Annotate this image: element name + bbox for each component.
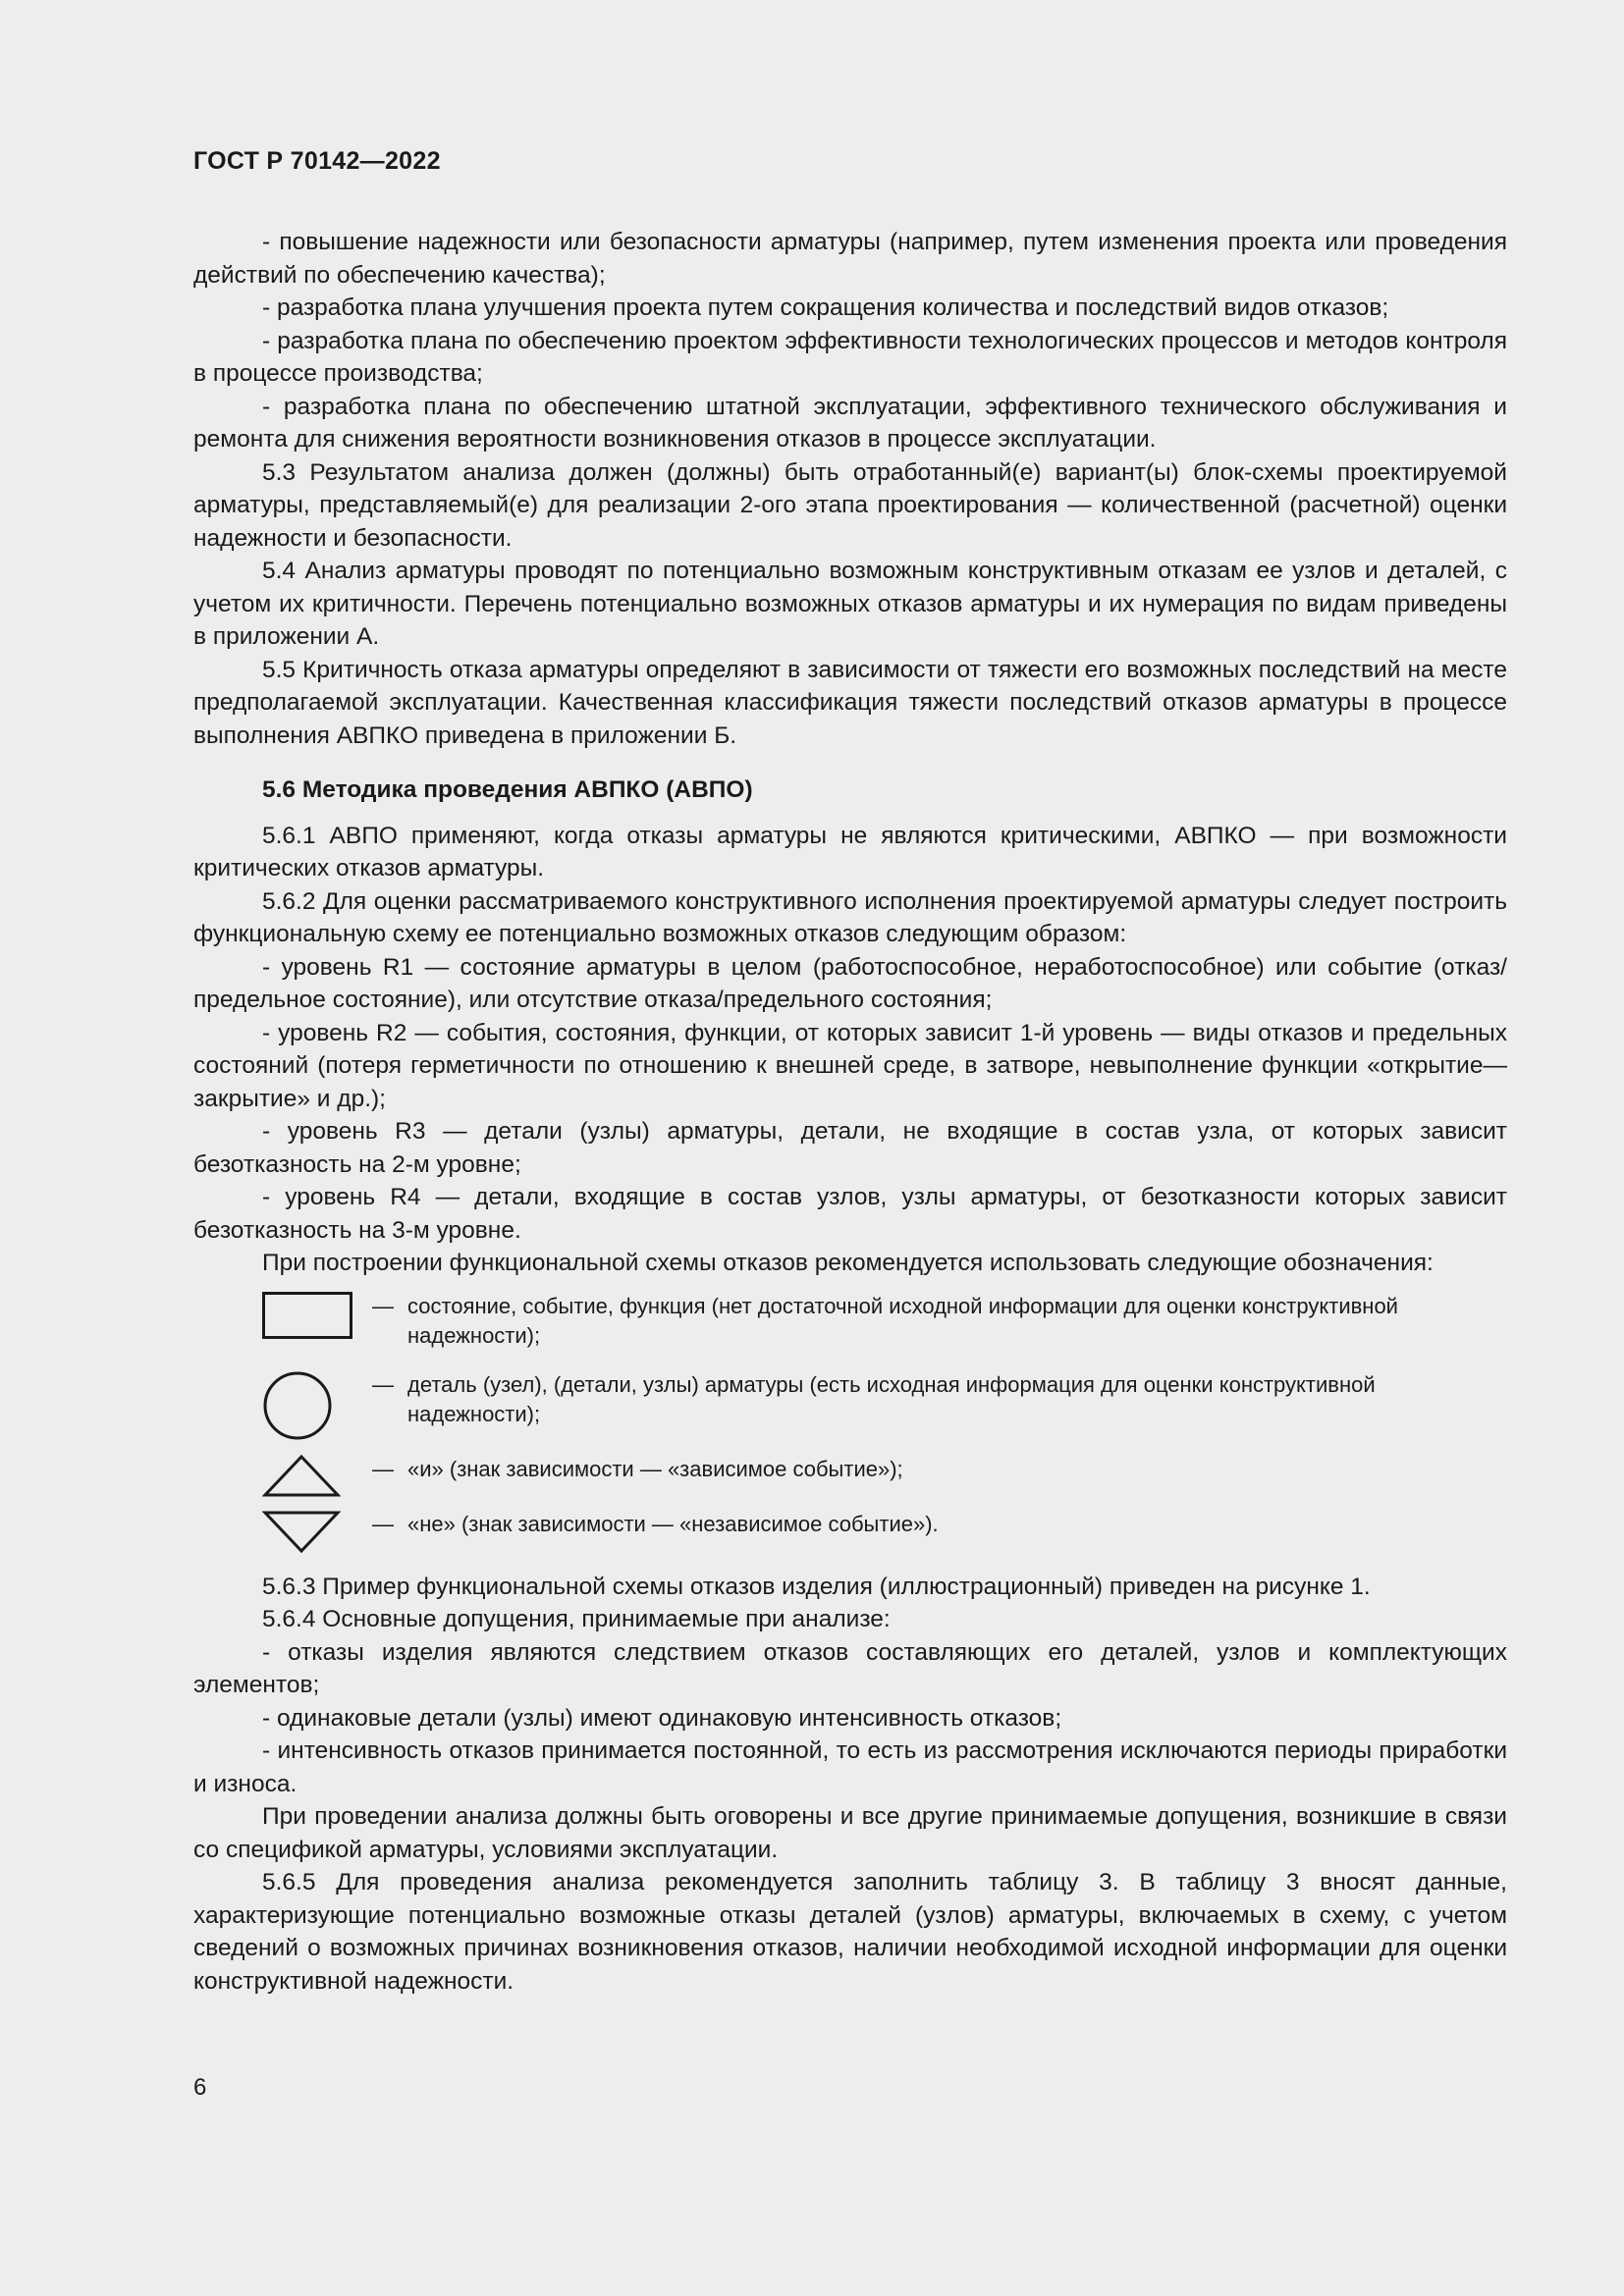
paragraph: - интенсивность отказов принимается постоянной, то есть из рассмотрения исключаются периоды приработки и износа. (193, 1737, 1507, 1797)
paragraph: - уровень R2 — события, состояния, функции, от которых зависит 1-й уровень — виды отказов и предельных состояний (потеря герметичности по отношению к внешней среде, в затворе, невыполнение функции «открытие—закрытие» и др.); (193, 1019, 1507, 1112)
circle-icon (262, 1370, 372, 1441)
page-number: 6 (193, 2074, 207, 2101)
paragraph: При построении функциональной схемы отказов рекомендуется использовать следующие обозначения: (262, 1250, 1434, 1276)
legend-text: деталь (узел), (детали, узлы) арматуры (есть исходная информация для оценки конструктивной надежности); (407, 1371, 1376, 1426)
triangle-down-icon (262, 1510, 372, 1553)
paragraph: - уровень R3 — детали (узлы) арматуры, детали, не входящие в состав узла, от которых зависит безотказность на 2-м уровне; (193, 1118, 1507, 1178)
rectangle-icon (262, 1292, 372, 1339)
paragraph: 5.6.1 АВПО применяют, когда отказы арматуры не являются критическими, АВПКО — при возможности критических отказов арматуры. (193, 822, 1507, 881)
legend-item (193, 1510, 1507, 1553)
paragraph: - разработка плана улучшения проекта путем сокращения количества и последствий видов отказов; (262, 294, 1389, 321)
paragraph: - разработка плана по обеспечению штатной эксплуатации, эффективного технического обслуживания и ремонта для снижения вероятности возникновения отказов в процессе эксплуатации. (193, 393, 1507, 453)
paragraph: - повышение надежности или безопасности арматуры (например, путем изменения проекта или проведения действий по обеспечению качества); (193, 229, 1507, 289)
document-body (193, 226, 1507, 1998)
legend-text: «и» (знак зависимости — «зависимое событие»); (407, 1456, 903, 1481)
legend-text: «не» (знак зависимости — «независимое событие»). (407, 1511, 939, 1536)
symbol-legend (193, 1292, 1507, 1553)
paragraph: - уровень R1 — состояние арматуры в целом (работоспособное, неработоспособное) или событие (отказ/предельное состояние), или отсутствие отказа/предельного состояния; (193, 953, 1507, 1013)
legend-text: состояние, событие, функция (нет достаточной исходной информации для оценки конструктивной надежности); (407, 1293, 1398, 1348)
legend-dash: — (372, 1293, 394, 1318)
paragraph: - одинаковые детали (узлы) имеют одинаковую интенсивность отказов; (262, 1704, 1062, 1732)
document-header-title: ГОСТ Р 70142—2022 (193, 147, 441, 175)
paragraph: - отказы изделия являются следствием отказов составляющих его деталей, узлов и комплектующих элементов; (193, 1638, 1507, 1698)
section-heading: 5.6 Методика проведения АВПКО (АВПО) (262, 776, 753, 803)
legend-item (193, 1292, 1507, 1351)
paragraph: 5.6.3 Пример функциональной схемы отказов изделия (иллюстрационный) приведен на рисунке 1. (262, 1573, 1371, 1600)
paragraph: - разработка плана по обеспечению проектом эффективности технологических процессов и методов контроля в процессе производства; (193, 327, 1507, 387)
paragraph: 5.5 Критичность отказа арматуры определяют в зависимости от тяжести его возможных последствий на месте предполагаемой эксплуатации. Качественная классификация тяжести последствий отказов арматуры в процессе выполнения АВПКО приведена в приложении Б. (193, 656, 1507, 749)
paragraph: 5.4 Анализ арматуры проводят по потенциально возможным конструктивным отказам ее узлов и деталей, с учетом их критичности. Перечень потенциально возможных отказов арматуры и их нумерация по видам приведены в приложении А. (193, 558, 1507, 650)
legend-dash: — (372, 1371, 394, 1397)
legend-dash: — (372, 1511, 394, 1536)
paragraph: - уровень R4 — детали, входящие в состав узлов, узлы арматуры, от безотказности которых зависит безотказность на 3-м уровне. (193, 1184, 1507, 1244)
paragraph: 5.6.2 Для оценки рассматриваемого конструктивного исполнения проектируемой арматуры следует построить функциональную схему ее потенциально возможных отказов следующим образом: (193, 887, 1507, 947)
paragraph: При проведении анализа должны быть оговорены и все другие принимаемые допущения, возникшие в связи со спецификой арматуры, условиями эксплуатации. (193, 1803, 1507, 1863)
legend-item (193, 1455, 1507, 1498)
legend-dash: — (372, 1456, 394, 1481)
paragraph: 5.6.5 Для проведения анализа рекомендуется заполнить таблицу 3. В таблицу 3 вносят данные, характеризующие потенциально возможные отказы деталей (узлов) арматуры, включаемых в схему, с учетом сведений о возможных причинах возникновения отказов, наличии необходимой исходной информации для оценки конструктивной надежности. (193, 1869, 1507, 1995)
triangle-up-icon (262, 1455, 372, 1498)
paragraph: 5.6.4 Основные допущения, принимаемые при анализе: (262, 1606, 891, 1632)
legend-item (193, 1370, 1507, 1441)
paragraph: 5.3 Результатом анализа должен (должны) быть отработанный(е) вариант(ы) блок-схемы проектируемой арматуры, представляемый(е) для реализации 2-ого этапа проектирования — количественной (расчетной) оценки надежности и безопасности. (193, 458, 1507, 552)
